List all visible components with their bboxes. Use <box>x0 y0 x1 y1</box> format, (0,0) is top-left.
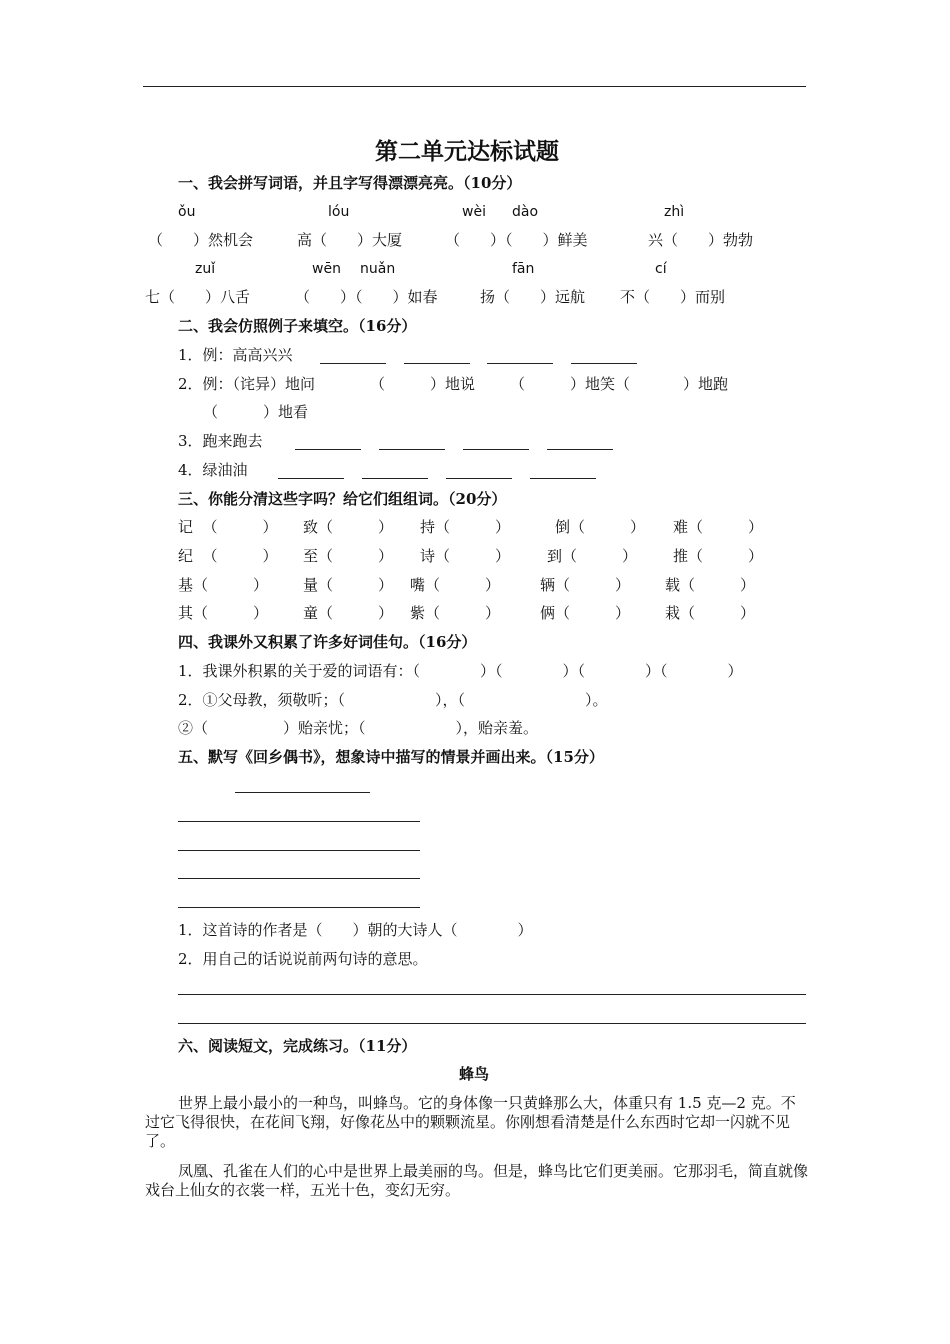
q5-line-1: 1．这首诗的作者是（ ）朝的大诗人（ ） <box>178 921 533 939</box>
pinyin: lóu <box>328 204 350 220</box>
answer-blank[interactable] <box>446 478 512 479</box>
char-item: 辆（ ） <box>540 576 631 594</box>
answer-blank[interactable] <box>530 478 596 479</box>
pinyin: zuǐ <box>195 261 216 277</box>
fill-item: （ ）（ ）如春 <box>295 288 438 306</box>
answer-blank[interactable] <box>487 363 553 364</box>
char-item: 栽（ ） <box>665 604 756 622</box>
char-item: 难（ ） <box>673 518 764 536</box>
fill-item: 七（ ）八舌 <box>145 288 251 306</box>
section-4-heading: 四、我课外又积累了许多好词佳句。（16分） <box>178 633 477 651</box>
fill-item: （ ）地看 <box>203 403 309 421</box>
poem-line-blank[interactable] <box>178 850 420 851</box>
page-title: 第二单元达标试题 <box>375 138 559 165</box>
header-rule <box>143 86 806 87</box>
section-6-heading: 六、阅读短文，完成练习。（11分） <box>178 1037 417 1055</box>
reading-paragraph: 凤凰、孔雀在人们的心中是世界上最美丽的鸟。但是，蜂鸟比它们更美丽。它那羽毛，简直就像戏台上仙女的衣裳一样，五光十色，变幻无穷。 <box>145 1162 809 1199</box>
answer-blank[interactable] <box>295 449 361 450</box>
section-5-heading: 五、默写《回乡偶书》，想象诗中描写的情景并画出来。（15分） <box>178 748 604 766</box>
q4-line-1: 1．我课外积累的关于爱的词语有：（ ）（ ）（ ）（ ） <box>178 662 743 680</box>
pinyin: wèi <box>462 204 486 220</box>
fill-item: ）地跑 <box>683 375 729 393</box>
fill-item: （ ）地笑（ <box>510 375 631 393</box>
answer-blank[interactable] <box>362 478 428 479</box>
char-item: 致（ ） <box>303 518 394 536</box>
section-1-heading: 一、我会拼写词语，并且字写得漂漂亮亮。（10分） <box>178 174 522 192</box>
q4-line-2: 2．①父母教，须敬听；（ ），（ ）。 <box>178 691 608 709</box>
q2-line-2: 2．例：（诧异）地问 <box>178 375 316 393</box>
q2-line-3: 3．跑来跑去 <box>178 432 263 450</box>
char-item: 至（ ） <box>303 547 394 565</box>
char-item: 纪 （ ） <box>178 547 278 565</box>
char-item: 持（ ） <box>420 518 511 536</box>
fill-item: 不（ ）而别 <box>620 288 726 306</box>
q2-line-1: 1．例：高高兴兴 <box>178 346 293 364</box>
char-item: 童（ ） <box>303 604 394 622</box>
reading-paragraph: 世界上最小最小的一种鸟，叫蜂鸟。它的身体像一只黄蜂那么大，体重只有 1.5 克—2 克。不过它飞得很快，在花间飞翔，好像花丛中的颗颗流星。你刚想看清楚是什么东西时它却一闪就不见了。 <box>145 1094 796 1150</box>
char-item: 推（ ） <box>673 547 764 565</box>
char-item: 基（ ） <box>178 576 269 594</box>
char-item: 其（ ） <box>178 604 269 622</box>
answer-blank[interactable] <box>278 478 344 479</box>
poem-line-blank[interactable] <box>178 821 420 822</box>
char-item: 量（ ） <box>303 576 394 594</box>
char-item: 嘴（ ） <box>410 576 501 594</box>
poem-line-blank[interactable] <box>178 907 420 908</box>
pinyin: zhì <box>664 204 685 220</box>
answer-line[interactable] <box>178 994 806 995</box>
char-item: 倒（ ） <box>555 518 646 536</box>
reading-title: 蜂鸟 <box>459 1065 490 1083</box>
pinyin: dào <box>512 204 539 220</box>
answer-blank[interactable] <box>404 363 470 364</box>
fill-item: （ ）然机会 <box>148 231 254 249</box>
pinyin: ǒu <box>178 204 196 220</box>
char-item: 到（ ） <box>547 547 638 565</box>
q5-line-2: 2．用自己的话说说前两句诗的意思。 <box>178 950 428 968</box>
char-item: 载（ ） <box>665 576 756 594</box>
fill-item: 高（ ）大厦 <box>297 231 403 249</box>
q4-line-3: ②（ ）贻亲忧；（ ），贻亲羞。 <box>178 719 539 737</box>
fill-item: 扬（ ）远航 <box>480 288 586 306</box>
answer-blank[interactable] <box>547 449 613 450</box>
section-3-heading: 三、你能分清这些字吗？给它们组组词。（20分） <box>178 490 507 508</box>
section-2-heading: 二、我会仿照例子来填空。（16分） <box>178 317 417 335</box>
fill-item: （ ）（ ）鲜美 <box>445 231 588 249</box>
answer-line[interactable] <box>178 1023 806 1024</box>
pinyin: wēn <box>312 261 341 277</box>
char-item: 紫（ ） <box>410 604 501 622</box>
poem-line-blank[interactable] <box>178 878 420 879</box>
pinyin: nuǎn <box>360 261 396 277</box>
answer-blank[interactable] <box>463 449 529 450</box>
fill-item: 兴（ ）勃勃 <box>648 231 754 249</box>
pinyin: fān <box>512 261 535 277</box>
char-item: 记 （ ） <box>178 518 278 536</box>
poem-title-blank[interactable] <box>235 792 370 793</box>
answer-blank[interactable] <box>320 363 386 364</box>
q2-line-4: 4．绿油油 <box>178 461 248 479</box>
pinyin: cí <box>655 261 667 277</box>
char-item: 俩（ ） <box>540 604 631 622</box>
answer-blank[interactable] <box>571 363 637 364</box>
fill-item: （ ）地说 <box>370 375 476 393</box>
char-item: 诗（ ） <box>420 547 511 565</box>
answer-blank[interactable] <box>379 449 445 450</box>
